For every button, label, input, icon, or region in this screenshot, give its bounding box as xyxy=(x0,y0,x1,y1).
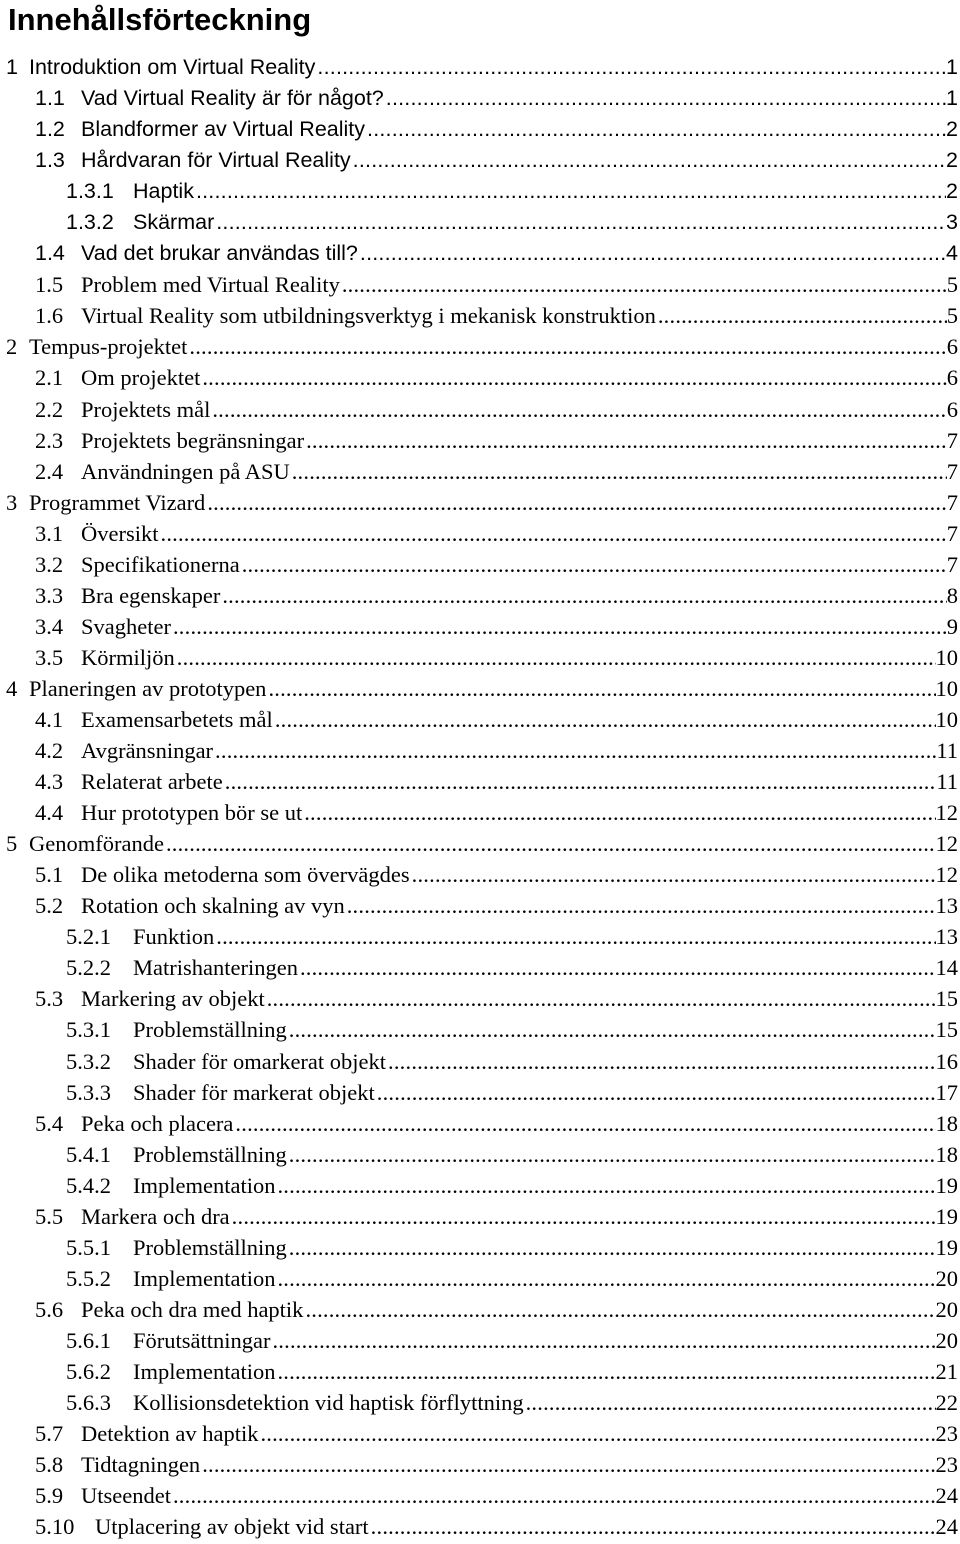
toc-dot-leader xyxy=(214,207,946,238)
toc-entry[interactable] xyxy=(0,890,960,921)
toc-entry-page-number: 20 xyxy=(935,1327,958,1353)
toc-entry[interactable] xyxy=(0,1108,960,1139)
toc-dot-leader xyxy=(275,1170,935,1201)
toc-entry[interactable] xyxy=(0,1325,960,1356)
toc-entry-number: 3 xyxy=(6,489,18,515)
toc-entry-title: Markering av objekt xyxy=(81,986,265,1012)
toc-entry-page-number: 3 xyxy=(946,210,958,235)
toc-entry-title: Examensarbetets mål xyxy=(81,706,273,732)
toc-entry[interactable] xyxy=(0,176,960,207)
toc-entry[interactable] xyxy=(0,331,960,362)
toc-entry-number: 1 xyxy=(6,55,18,79)
toc-dot-leader xyxy=(230,1201,936,1232)
toc-entry-number: 3.3 xyxy=(35,582,64,608)
toc-dot-leader xyxy=(265,983,936,1014)
toc-entry[interactable] xyxy=(0,1480,960,1511)
toc-entry-title: Vad det brukar användas till? xyxy=(81,241,358,266)
toc-dot-leader xyxy=(210,394,946,425)
toc-entry-number: 5.6.3 xyxy=(66,1390,111,1416)
toc-dot-leader xyxy=(275,1356,935,1387)
toc-dot-leader xyxy=(213,735,936,766)
toc-entry-title: Genomförande xyxy=(29,831,164,857)
toc-entry-number: 5.2.1 xyxy=(66,924,111,950)
toc-entry-number: 5.8 xyxy=(35,1452,64,1478)
toc-dot-leader xyxy=(159,518,947,549)
toc-dot-leader xyxy=(214,921,935,952)
toc-entry-page-number: 8 xyxy=(946,582,958,608)
toc-entry-number: 3.4 xyxy=(35,613,64,639)
toc-dot-leader xyxy=(365,114,946,145)
toc-entry-title: Projektets mål xyxy=(81,396,211,422)
toc-entry-page-number: 20 xyxy=(935,1265,958,1291)
toc-entry-number: 4.2 xyxy=(35,738,64,764)
toc-entry-number: 3.1 xyxy=(35,520,64,546)
toc-entry-title: Hur prototypen bör se ut xyxy=(81,800,303,826)
toc-dot-leader xyxy=(233,1108,935,1139)
toc-dot-leader xyxy=(270,1325,935,1356)
toc-entry-number: 4.3 xyxy=(35,769,64,795)
toc-entry-number: 5.10 xyxy=(35,1514,75,1540)
toc-entry[interactable] xyxy=(0,1170,960,1201)
toc-entry-page-number: 24 xyxy=(935,1483,958,1509)
toc-dot-leader xyxy=(340,269,947,300)
toc-entry-title: Rotation och skalning av vyn xyxy=(81,893,345,919)
toc-dot-leader xyxy=(187,331,946,362)
toc-entry-page-number: 4 xyxy=(946,241,958,266)
toc-entry-title: Problem med Virtual Reality xyxy=(81,272,340,298)
toc-entry[interactable] xyxy=(0,269,960,300)
toc-entry-number: 5.2.2 xyxy=(66,955,111,981)
toc-entry-title: Svagheter xyxy=(81,613,171,639)
toc-entry[interactable] xyxy=(0,362,960,393)
toc-entry-page-number: 14 xyxy=(935,955,958,981)
toc-entry-page-number: 19 xyxy=(935,1234,958,1260)
toc-dot-leader xyxy=(164,828,936,859)
toc-entry[interactable] xyxy=(0,456,960,487)
toc-entry-number: 1.3.2 xyxy=(66,210,114,235)
toc-entry-number: 2.1 xyxy=(35,365,64,391)
toc-entry-number: 5.6.1 xyxy=(66,1327,111,1353)
toc-entry[interactable] xyxy=(0,642,960,673)
toc-entry-page-number: 7 xyxy=(946,551,958,577)
toc-entry-page-number: 5 xyxy=(946,272,958,298)
toc-dot-leader xyxy=(375,1077,936,1108)
toc-entry-page-number: 13 xyxy=(935,924,958,950)
toc-entry-number: 2.2 xyxy=(35,396,64,422)
toc-entry-title: Förutsättningar xyxy=(133,1327,271,1353)
toc-entry-title: Användningen på ASU xyxy=(81,458,290,484)
toc-dot-leader xyxy=(303,1294,935,1325)
toc-entry-title: Markera och dra xyxy=(81,1203,230,1229)
toc-entry[interactable] xyxy=(0,859,960,890)
toc-entry-page-number: 10 xyxy=(935,675,958,701)
toc-dot-leader xyxy=(656,300,947,331)
toc-entry-title: Peka och placera xyxy=(81,1110,234,1136)
toc-entry-title: Shader för markerat objekt xyxy=(133,1079,375,1105)
toc-dot-leader xyxy=(175,642,936,673)
toc-dot-leader xyxy=(171,1480,936,1511)
toc-entry-title: Problemställning xyxy=(133,1234,287,1260)
toc-entry[interactable] xyxy=(0,1201,960,1232)
toc-dot-leader xyxy=(304,425,947,456)
toc-entry-number: 5.4 xyxy=(35,1110,64,1136)
toc-entry-number: 5.3.1 xyxy=(66,1017,111,1043)
toc-entry-title: Implementation xyxy=(133,1358,276,1384)
toc-entry-title: Peka och dra med haptik xyxy=(81,1296,304,1322)
toc-entry-number: 4 xyxy=(6,675,18,701)
toc-entry-page-number: 7 xyxy=(946,520,958,546)
toc-entry-number: 5.4.2 xyxy=(66,1172,111,1198)
page-title: Innehållsförteckning xyxy=(8,2,312,37)
toc-entry-number: 5.7 xyxy=(35,1421,64,1447)
toc-dot-leader xyxy=(358,238,946,269)
toc-entry-page-number: 6 xyxy=(946,365,958,391)
toc-dot-leader xyxy=(240,549,947,580)
toc-dot-leader xyxy=(386,1046,935,1077)
toc-entry-page-number: 2 xyxy=(946,148,958,173)
toc-entry-title: Bra egenskaper xyxy=(81,582,221,608)
toc-entry-page-number: 6 xyxy=(946,334,958,360)
toc-dot-leader xyxy=(200,362,946,393)
toc-entry-number: 5.9 xyxy=(35,1483,64,1509)
toc-entry[interactable] xyxy=(0,518,960,549)
toc-entry-number: 5.5 xyxy=(35,1203,64,1229)
toc-entry-page-number: 5 xyxy=(946,303,958,329)
toc-entry-title: Tempus-projektet xyxy=(29,334,188,360)
toc-entry-number: 5.1 xyxy=(35,862,64,888)
toc-entry-title: Implementation xyxy=(133,1265,276,1291)
toc-entry-title: Introduktion om Virtual Reality xyxy=(29,55,316,79)
toc-entry-number: 3.2 xyxy=(35,551,64,577)
toc-entry-title: De olika metoderna som övervägdes xyxy=(81,862,410,888)
toc-entry-page-number: 23 xyxy=(935,1452,958,1478)
toc-entry-number: 5.6.2 xyxy=(66,1358,111,1384)
toc-entry-title: Implementation xyxy=(133,1172,276,1198)
toc-entry[interactable] xyxy=(0,611,960,642)
toc-entry-page-number: 6 xyxy=(946,396,958,422)
toc-entry-title: Hårdvaran för Virtual Reality xyxy=(81,148,351,173)
toc-entry-number: 2.3 xyxy=(35,427,64,453)
toc-entry-page-number: 17 xyxy=(935,1079,958,1105)
toc-entry[interactable] xyxy=(0,704,960,735)
toc-entry-page-number: 9 xyxy=(946,613,958,639)
toc-entry-title: Problemställning xyxy=(133,1017,287,1043)
toc-entry[interactable] xyxy=(0,1046,960,1077)
toc-entry-title: Detektion av haptik xyxy=(81,1421,259,1447)
toc-entry-title: Kollisionsdetektion vid haptisk förflyttning xyxy=(133,1390,524,1416)
toc-entry[interactable] xyxy=(0,1263,960,1294)
toc-entry[interactable] xyxy=(0,300,960,331)
toc-entry[interactable] xyxy=(0,828,960,859)
toc-entry-title: Relaterat arbete xyxy=(81,769,223,795)
toc-entry-page-number: 21 xyxy=(935,1358,958,1384)
toc-entry[interactable] xyxy=(0,921,960,952)
toc-entry-page-number: 7 xyxy=(946,427,958,453)
toc-entry-page-number: 20 xyxy=(935,1296,958,1322)
toc-entry-page-number: 19 xyxy=(935,1203,958,1229)
toc-entry-title: Skärmar xyxy=(133,210,215,235)
toc-dot-leader xyxy=(298,952,936,983)
toc-dot-leader xyxy=(266,673,935,704)
toc-entry-title: Matrishanteringen xyxy=(133,955,298,981)
toc-dot-leader xyxy=(287,1232,936,1263)
toc-dot-leader xyxy=(258,1418,935,1449)
toc-entry-number: 3.5 xyxy=(35,644,64,670)
toc-dot-leader xyxy=(171,611,947,642)
toc-entry-page-number: 10 xyxy=(935,644,958,670)
toc-dot-leader xyxy=(345,890,936,921)
toc-entry-number: 5.4.1 xyxy=(66,1141,111,1167)
toc-entry-title: Utseendet xyxy=(81,1483,171,1509)
toc-entry[interactable] xyxy=(0,114,960,145)
toc-dot-leader xyxy=(302,797,935,828)
toc-dot-leader xyxy=(273,704,936,735)
toc-dot-leader xyxy=(524,1387,936,1418)
toc-entry-number: 1.6 xyxy=(35,303,64,329)
toc-entry-number: 5 xyxy=(6,831,18,857)
toc-dot-leader xyxy=(410,859,936,890)
toc-entry-title: Körmiljön xyxy=(81,644,175,670)
toc-dot-leader xyxy=(384,83,946,114)
toc-entry-title: Avgränsningar xyxy=(81,738,214,764)
toc-entry[interactable] xyxy=(0,145,960,176)
toc-entry[interactable] xyxy=(0,487,960,518)
toc-entry-number: 4.1 xyxy=(35,706,64,732)
toc-entry-page-number: 11 xyxy=(936,769,958,795)
toc-entry-number: 1.4 xyxy=(35,241,65,266)
toc-entry[interactable] xyxy=(0,1294,960,1325)
toc-entry-title: Specifikationerna xyxy=(81,551,240,577)
toc-entry-number: 2 xyxy=(6,334,18,360)
toc-entry-number: 5.3.2 xyxy=(66,1048,111,1074)
toc-entry[interactable] xyxy=(0,766,960,797)
toc-entry[interactable] xyxy=(0,1356,960,1387)
toc-dot-leader xyxy=(223,766,937,797)
toc-entry-title: Haptik xyxy=(133,179,194,204)
toc-entry[interactable] xyxy=(0,238,960,269)
toc-entry-number: 1.5 xyxy=(35,272,64,298)
toc-entry-title: Planeringen av prototypen xyxy=(29,675,267,701)
toc-dot-leader xyxy=(194,176,946,207)
toc-dot-leader xyxy=(351,145,946,176)
toc-entry-page-number: 23 xyxy=(935,1421,958,1447)
toc-entry-title: Om projektet xyxy=(81,365,201,391)
toc-entry[interactable] xyxy=(0,1139,960,1170)
toc-entry-number: 5.5.2 xyxy=(66,1265,111,1291)
toc-entry-title: Vad Virtual Reality är för något? xyxy=(81,86,384,111)
toc-entry[interactable] xyxy=(0,1418,960,1449)
toc-entry-title: Utplacering av objekt vid start xyxy=(95,1514,369,1540)
toc-entry-page-number: 19 xyxy=(935,1172,958,1198)
toc-entry-title: Shader för omarkerat objekt xyxy=(133,1048,387,1074)
toc-dot-leader xyxy=(369,1511,936,1542)
toc-entry[interactable] xyxy=(0,549,960,580)
toc-entry[interactable] xyxy=(0,952,960,983)
toc-entry-title: Projektets begränsningar xyxy=(81,427,305,453)
toc-entry-number: 1.1 xyxy=(35,86,65,111)
toc-entry[interactable] xyxy=(0,52,960,83)
toc-entry[interactable] xyxy=(0,1449,960,1480)
toc-entry[interactable] xyxy=(0,1387,960,1418)
toc-entry-page-number: 10 xyxy=(935,706,958,732)
toc-entry-title: Översikt xyxy=(81,520,159,546)
toc-entry-title: Funktion xyxy=(133,924,215,950)
toc-entry-title: Tidtagningen xyxy=(81,1452,201,1478)
toc-entry-page-number: 7 xyxy=(946,458,958,484)
toc-dot-leader xyxy=(205,487,946,518)
toc-entry[interactable] xyxy=(0,1077,960,1108)
toc-dot-leader xyxy=(315,52,946,83)
toc-entry[interactable] xyxy=(0,580,960,611)
toc-entry-page-number: 11 xyxy=(936,738,958,764)
toc-entry-number: 1.2 xyxy=(35,117,65,142)
toc-entry-page-number: 15 xyxy=(935,986,958,1012)
toc-entry-page-number: 2 xyxy=(946,117,958,142)
toc-dot-leader xyxy=(287,1014,936,1045)
toc-entry-title: Blandformer av Virtual Reality xyxy=(81,117,366,142)
toc-entry-page-number: 1 xyxy=(946,55,958,79)
toc-entry-page-number: 12 xyxy=(935,831,958,857)
toc-entry-number: 4.4 xyxy=(35,800,64,826)
toc-dot-leader xyxy=(275,1263,935,1294)
toc-entry-number: 5.5.1 xyxy=(66,1234,111,1260)
toc-entry-page-number: 13 xyxy=(935,893,958,919)
toc-entry-page-number: 7 xyxy=(946,489,958,515)
toc-dot-leader xyxy=(220,580,946,611)
toc-entry[interactable] xyxy=(0,1014,960,1045)
toc-entry-number: 5.2 xyxy=(35,893,64,919)
toc-entry[interactable] xyxy=(0,735,960,766)
toc-dot-leader xyxy=(290,456,947,487)
toc-entry[interactable] xyxy=(0,83,960,114)
toc-entry-page-number: 24 xyxy=(935,1514,958,1540)
toc-entry[interactable] xyxy=(0,207,960,238)
toc-entry-page-number: 2 xyxy=(946,179,958,204)
toc-entry-page-number: 18 xyxy=(935,1141,958,1167)
toc-entry[interactable] xyxy=(0,425,960,456)
toc-entry[interactable] xyxy=(0,797,960,828)
toc-entry-title: Problemställning xyxy=(133,1141,287,1167)
toc-entry-page-number: 1 xyxy=(946,86,958,111)
table-of-contents xyxy=(0,52,960,1542)
toc-entry-number: 5.3.3 xyxy=(66,1079,111,1105)
toc-entry[interactable] xyxy=(0,1511,960,1542)
toc-entry-page-number: 18 xyxy=(935,1110,958,1136)
toc-entry-page-number: 12 xyxy=(935,862,958,888)
toc-dot-leader xyxy=(200,1449,935,1480)
toc-entry-number: 5.6 xyxy=(35,1296,64,1322)
toc-entry-number: 5.3 xyxy=(35,986,64,1012)
toc-entry-title: Virtual Reality som utbildningsverktyg i mekanisk konstruktion xyxy=(81,303,656,329)
toc-entry[interactable] xyxy=(0,673,960,704)
toc-entry-title: Programmet Vizard xyxy=(29,489,206,515)
toc-entry-number: 1.3.1 xyxy=(66,179,114,204)
toc-dot-leader xyxy=(287,1139,936,1170)
toc-entry-page-number: 16 xyxy=(935,1048,958,1074)
toc-entry[interactable] xyxy=(0,983,960,1014)
toc-entry[interactable] xyxy=(0,394,960,425)
toc-entry-page-number: 22 xyxy=(935,1390,958,1416)
toc-entry-page-number: 15 xyxy=(935,1017,958,1043)
toc-entry-page-number: 12 xyxy=(935,800,958,826)
toc-entry[interactable] xyxy=(0,1232,960,1263)
toc-entry-number: 1.3 xyxy=(35,148,65,173)
toc-entry-number: 2.4 xyxy=(35,458,64,484)
